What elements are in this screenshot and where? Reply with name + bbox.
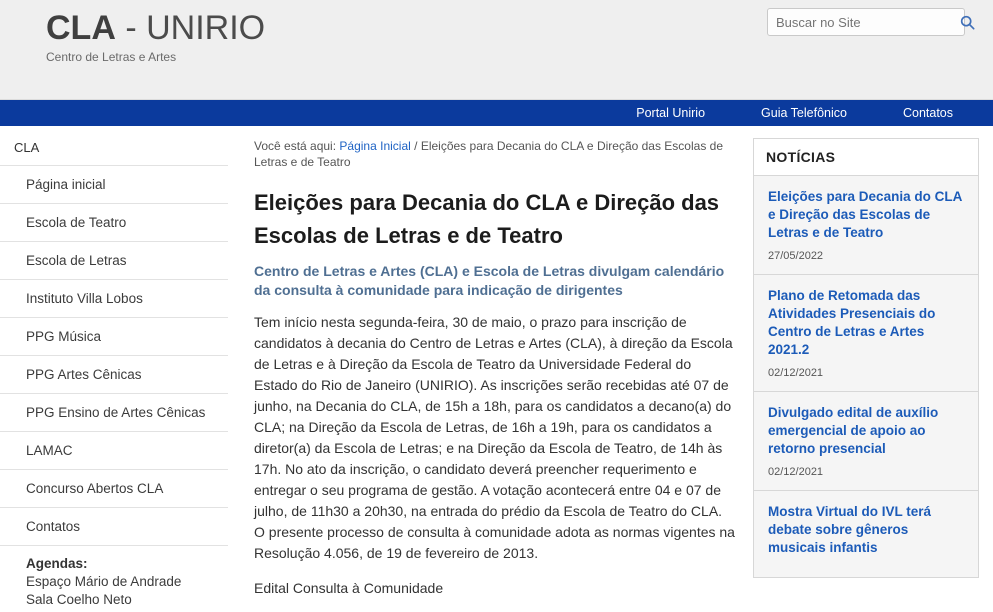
news-list-item[interactable]	[754, 491, 978, 577]
sidebar-item-ppg-ensino-de-artes-cenicas[interactable]: PPG Ensino de Artes Cênicas	[0, 393, 228, 431]
right-column	[753, 126, 993, 612]
sidebar-agendas-title: Agendas:	[26, 556, 88, 571]
sidebar-item-escola-de-teatro[interactable]: Escola de Teatro	[0, 203, 228, 241]
sidebar-item-lamac[interactable]: LAMAC	[0, 431, 228, 469]
search-box[interactable]	[767, 8, 965, 36]
article-lead: Centro de Letras e Artes (CLA) e Escola de Letras divulgam calendário da consulta à comunidade para indicação de dirigentes	[254, 263, 725, 298]
nav-item-guia-telefonico[interactable]: Guia Telefônico	[761, 106, 847, 120]
sidebar	[0, 126, 228, 612]
breadcrumb-link-home[interactable]: Página Inicial	[339, 139, 411, 153]
breadcrumb	[254, 138, 735, 170]
sidebar-item-ppg-artes-cenicas[interactable]: PPG Artes Cênicas	[0, 355, 228, 393]
nav-item-contatos[interactable]: Contatos	[902, 106, 953, 120]
news-item-title[interactable]: Divulgado edital de auxílio emergencial de apoio ao retorno presencial	[768, 405, 939, 456]
news-panel	[753, 138, 979, 578]
site-title-rest: - UNIRIO	[115, 9, 266, 47]
sidebar-agendas	[0, 545, 228, 612]
search-input[interactable]	[768, 9, 960, 35]
main-content	[228, 126, 753, 612]
breadcrumb-current: Eleições para Decania do CLA e Direção das Escolas de Letras e de Teatro	[254, 139, 724, 169]
sidebar-agenda-sala-coelho-neto[interactable]: Sala Coelho Neto	[26, 592, 132, 607]
top-navigation	[0, 100, 993, 126]
sidebar-item-escola-de-letras[interactable]: Escola de Letras	[0, 241, 228, 279]
sidebar-item-concurso-abertos-cla[interactable]: Concurso Abertos CLA	[0, 469, 228, 507]
news-item-date: 02/12/2021	[768, 466, 824, 478]
page-body	[0, 126, 993, 612]
article-body: Tem início nesta segunda-feira, 30 de maio, o prazo para inscrição de candidatos à decania do Centro de Letras e Artes (CLA), à direção da Escola de Letras e à Direção da Escola de Teatro da Universidade Federal do Estado do Rio de Janeiro (UNIRIO). As inscrições serão recebidas até 07 de junho, na Decania do CLA, de 15h a 18h, para os candidatos a decano(a) do CLA; na Direção da Escola de Letras, de 16h a 19h, para os candidatos a diretor(a) da Escola de Letras; e na Direção da Escola de Teatro, de 14h às 17h. No ato da inscrição, o candidato deverá preencher requerimento e entregar o seu programa de gestão. A votação acontecerá entre 04 e 07 de julho, de 11h30 a 20h30, na entrada do prédio da Escola de Teatro do CLA. O presente processo de consulta à comunidade adota as normas vigentes na Resolução 4.056, de 19 de fevereiro de 2013.	[254, 314, 735, 561]
page-title: Eleições para Decania do CLA e Direção das Escolas de Letras e de Teatro	[254, 190, 720, 248]
news-item-title[interactable]: Plano de Retomada das Atividades Presenciais do Centro de Letras e Artes 2021.2	[768, 288, 936, 357]
news-list-item[interactable]	[754, 176, 978, 275]
sidebar-agenda-espaco-mario-de-andrade[interactable]: Espaço Mário de Andrade	[26, 574, 182, 589]
article-attachment-link[interactable]: Edital Consulta à Comunidade	[254, 580, 444, 596]
sidebar-title: CLA	[14, 140, 40, 155]
site-title-acronym: CLA	[46, 9, 116, 47]
breadcrumb-prefix: Você está aqui:	[254, 139, 337, 153]
site-subtitle: Centro de Letras e Artes	[46, 50, 177, 64]
sidebar-item-ppg-musica[interactable]: PPG Música	[0, 317, 228, 355]
nav-item-portal-unirio[interactable]: Portal Unirio	[636, 106, 706, 120]
sidebar-item-pagina-inicial[interactable]: Página inicial	[0, 165, 228, 203]
search-icon[interactable]	[960, 9, 975, 35]
news-item-title[interactable]: Mostra Virtual do IVL terá debate sobre gêneros musicais infantis	[768, 504, 932, 555]
news-list-item[interactable]	[754, 275, 978, 392]
news-item-title[interactable]: Eleições para Decania do CLA e Direção das Escolas de Letras e de Teatro	[768, 189, 962, 240]
news-item-date: 27/05/2022	[768, 250, 824, 262]
news-item-date: 02/12/2021	[768, 367, 824, 379]
site-branding	[46, 8, 265, 64]
breadcrumb-separator: /	[414, 139, 418, 153]
site-header	[0, 0, 993, 100]
sidebar-item-contatos[interactable]: Contatos	[0, 507, 228, 545]
sidebar-item-instituto-villa-lobos[interactable]: Instituto Villa Lobos	[0, 279, 228, 317]
news-list-item[interactable]	[754, 392, 978, 491]
news-panel-heading: NOTÍCIAS	[754, 139, 978, 176]
site-title	[46, 8, 265, 48]
